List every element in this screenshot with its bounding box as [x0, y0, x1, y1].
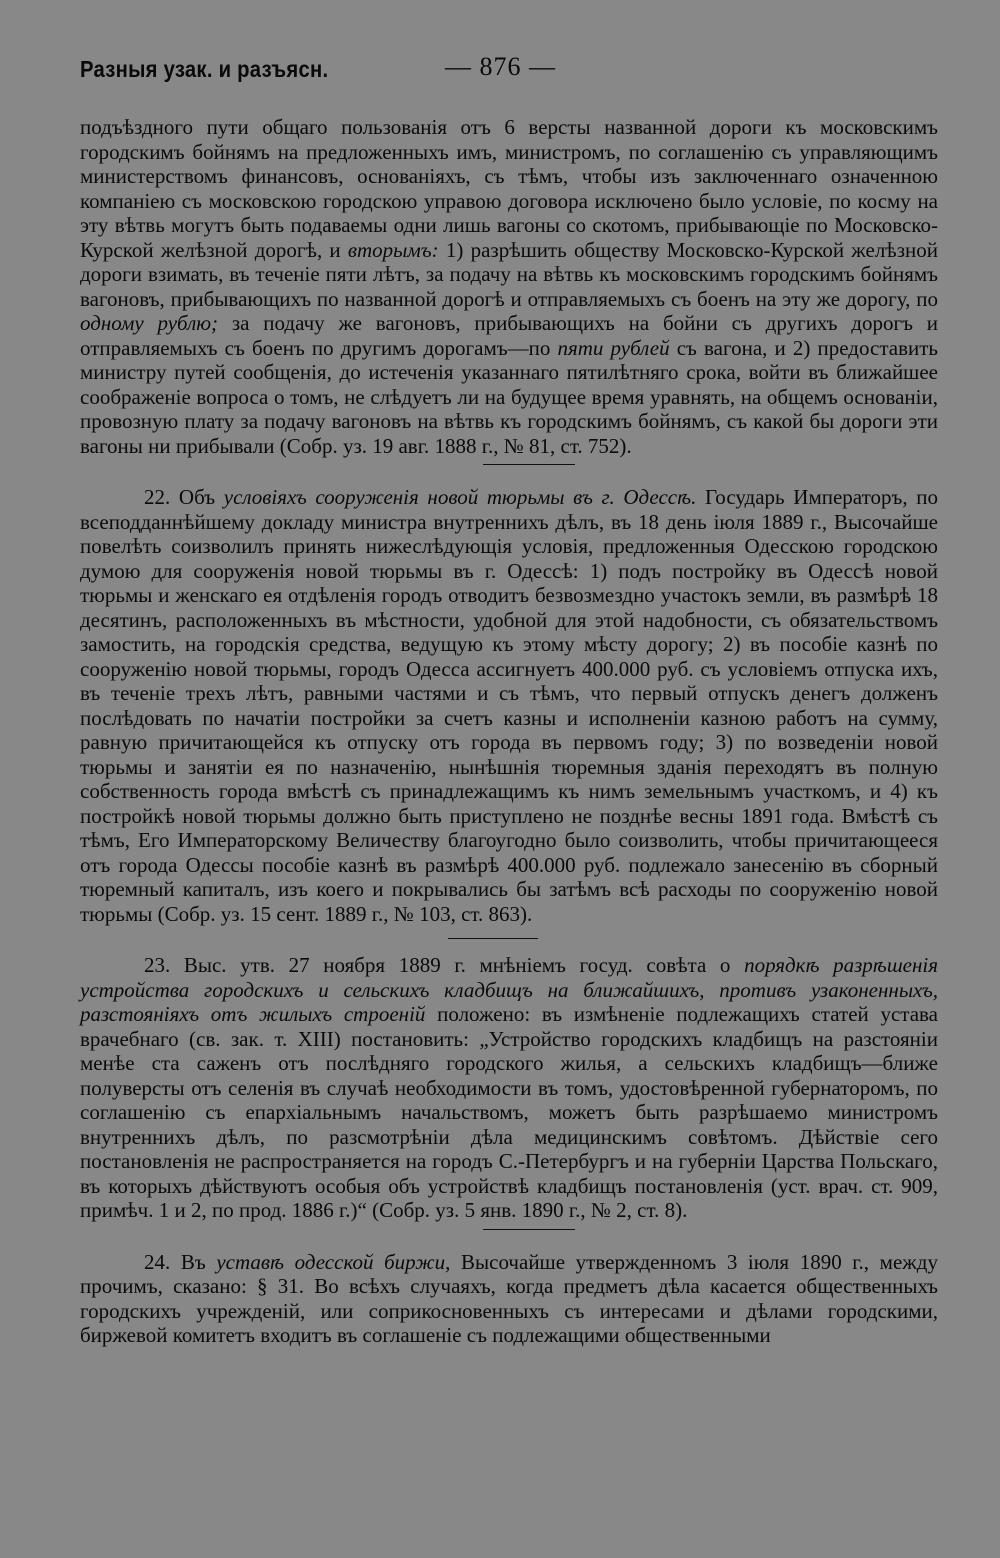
- section-separator: [483, 1229, 575, 1230]
- italic-run: уставѣ одесской биржи,: [216, 1249, 451, 1274]
- section-separator: [483, 464, 575, 465]
- italic-run: условіяхъ сооруженія новой тюрьмы въ г. Одессѣ.: [223, 485, 697, 509]
- document-body: [80, 115, 938, 1348]
- text-run: съ вагона, и 2) предоставить министру путей сообщенія, до истеченія указаннаго пятилѣтняго срока, войти въ ближайшее соображеніе вопроса о томъ, не слѣдуетъ ли на будущее время уравнять, на общемъ основаніи, провозную плату за подачу вагоновъ на вѣтвь къ городскимъ бойнямъ, съ какой бы дороги эти вагоны ни прибывали (Собр. уз. 19 авг. 1888 г., № 81, ст. 752).: [80, 335, 938, 458]
- page-number: — 876 —: [445, 52, 556, 81]
- text-run: 23. Выс. утв. 27 ноября 1889 г. мнѣніемъ госуд. совѣта о: [144, 953, 745, 977]
- italic-run: порядкѣ разрѣшенія устройства городскихъ и сельскихъ кладбищъ на ближайшихъ, противъ узаконенныхъ, разстояніяхъ отъ жилыхъ строеній: [80, 953, 939, 1026]
- italic-run: пяти рублей: [557, 335, 670, 360]
- italic-run: одному рублю;: [80, 311, 219, 335]
- italic-run: вторымъ:: [347, 237, 439, 262]
- running-head: Разныя узак. и разъясн.: [80, 56, 329, 82]
- text-run: подъѣздного пути общаго пользованія отъ 6 версты названной дороги къ московскимъ городскимъ бойнямъ на предложенныхъ имъ, министромъ, по соглашенію съ управляющимъ министерствомъ финансовъ, основаніяхъ, съ тѣмъ, чтобы изъ заключеннаго означенною компаніею съ московскою городскою управою договора исключено было условіе, по косму на эту вѣтвь могутъ быть подаваемы одни лишь вагоны со скотомъ, прибывающіе по Московско-Курской желѣзной дорогѣ, и: [80, 115, 938, 262]
- text-run: Высочайше утвержденномъ 3 іюля 1890 г., между прочимъ, сказано: § 31. Во всѣхъ случаяхъ, когда предметъ дѣла касается общественныхъ городскихъ учрежденій, или соприкосновенныхъ съ интересами и дѣлами городскими, биржевой комитетъ входитъ въ соглашеніе съ подлежащими общественными: [80, 1249, 938, 1347]
- paragraph-24: [80, 1250, 938, 1348]
- paragraph-22: [80, 485, 938, 926]
- paragraph-23: [80, 953, 938, 1223]
- page-header: [80, 52, 940, 88]
- text-run: 22. Объ: [144, 485, 224, 509]
- text-run: 24. Въ: [144, 1249, 217, 1274]
- text-run: Государь Императоръ, по всеподданнѣйшему докладу министра внутреннихъ дѣлъ, въ 18 день іюля 1889 г., Высочайше повелѣть соизволилъ принять нижеслѣдующія условія, предложенныя Одесскою городскою думою для сооруженія новой тюрьмы въ г. Одессѣ: 1) подъ постройку въ Одессѣ новой тюрьмы и женскаго ея отдѣленія городъ отводитъ безвозмездно участокъ земли, въ размѣрѣ 18 десятинъ, расположенныхъ въ мѣстности, удобной для этой надобности, съ обязательствомъ замостить, на городскія средства, ведущую къ этому мѣсту дорогу; 2) въ пособіе казнѣ по сооруженію новой тюрьмы, городъ Одесса ассигнуетъ 400.000 руб. съ условіемъ отпуска ихъ, въ теченіе трехъ лѣтъ, равными частями и съ тѣмъ, что первый отпускъ денегъ долженъ послѣдовать по начатіи постройки за счетъ казны и исполненіи казною работъ на сумму, равную причитающейся къ отпуску отъ города въ первомъ году; 3) по возведеніи новой тюрьмы и занятіи ея по назначенію, нынѣшнія тюремныя зданія переходятъ въ полную собственность города вмѣстѣ съ принадлежащимъ къ нимъ земельнымъ участкомъ, и 4) къ постройкѣ новой тюрьмы должно быть приступлено не позднѣе весны 1891 года. Вмѣстѣ съ тѣмъ, Его Императорскому Величеству благоугодно было соизволить, чтобы причитающееся отъ города Одессы пособіе казнѣ въ размѣрѣ 400.000 руб. подлежало занесенію въ сборный тюремный капиталъ, изъ коего и покрывались бы затѣмъ всѣ расходы по сооруженію новой тюрьмы (Собр. уз. 15 сент. 1889 г., № 103, ст. 863).: [80, 485, 938, 926]
- text-run: за подачу же вагоновъ, прибывающихъ на бойни съ другихъ дорогъ и отправляемыхъ съ боенъ по другимъ дорогамъ—по: [80, 311, 938, 360]
- section-separator: [448, 938, 538, 939]
- paragraph-continued: [80, 115, 938, 458]
- text-run: 1) разрѣшить обществу Московско-Курской желѣзной дороги взимать, въ теченіе пяти лѣтъ, за подачу на вѣтвь къ московскимъ городскимъ бойнямъ вагоновъ, прибывающихъ по названной дорогѣ и отправляемыхъ съ боенъ на эту же дорогу, по: [80, 237, 938, 311]
- text-run: положено: въ измѣненіе подлежащихъ статей устава врачебнаго (св. зак. т. XIII) постановить: „Устройство городскихъ кладбищъ на разстояніи менѣе ста саженъ отъ послѣдняго городского жилья, а сельскихъ кладбищъ—ближе полуверсты отъ селенія въ случаѣ необходимости въ томъ, удостовѣренной губернаторомъ, по соглашенію съ епархіальнымъ начальствомъ, можетъ быть разрѣшаемо министромъ внутреннихъ дѣлъ, по разсмотрѣніи дѣла медицинскимъ совѣтомъ. Дѣйствіе сего постановленія не распространяется на городъ С.-Петербургъ и на губерніи Царства Польскаго, въ которыхъ дѣйствуютъ особыя объ устройствѣ кладбищъ постановленія (уст. врач. ст. 909, примѣч. 1 и 2, по прод. 1886 г.)“ (Собр. уз. 5 янв. 1890 г., № 2, ст. 8).: [80, 1002, 938, 1222]
